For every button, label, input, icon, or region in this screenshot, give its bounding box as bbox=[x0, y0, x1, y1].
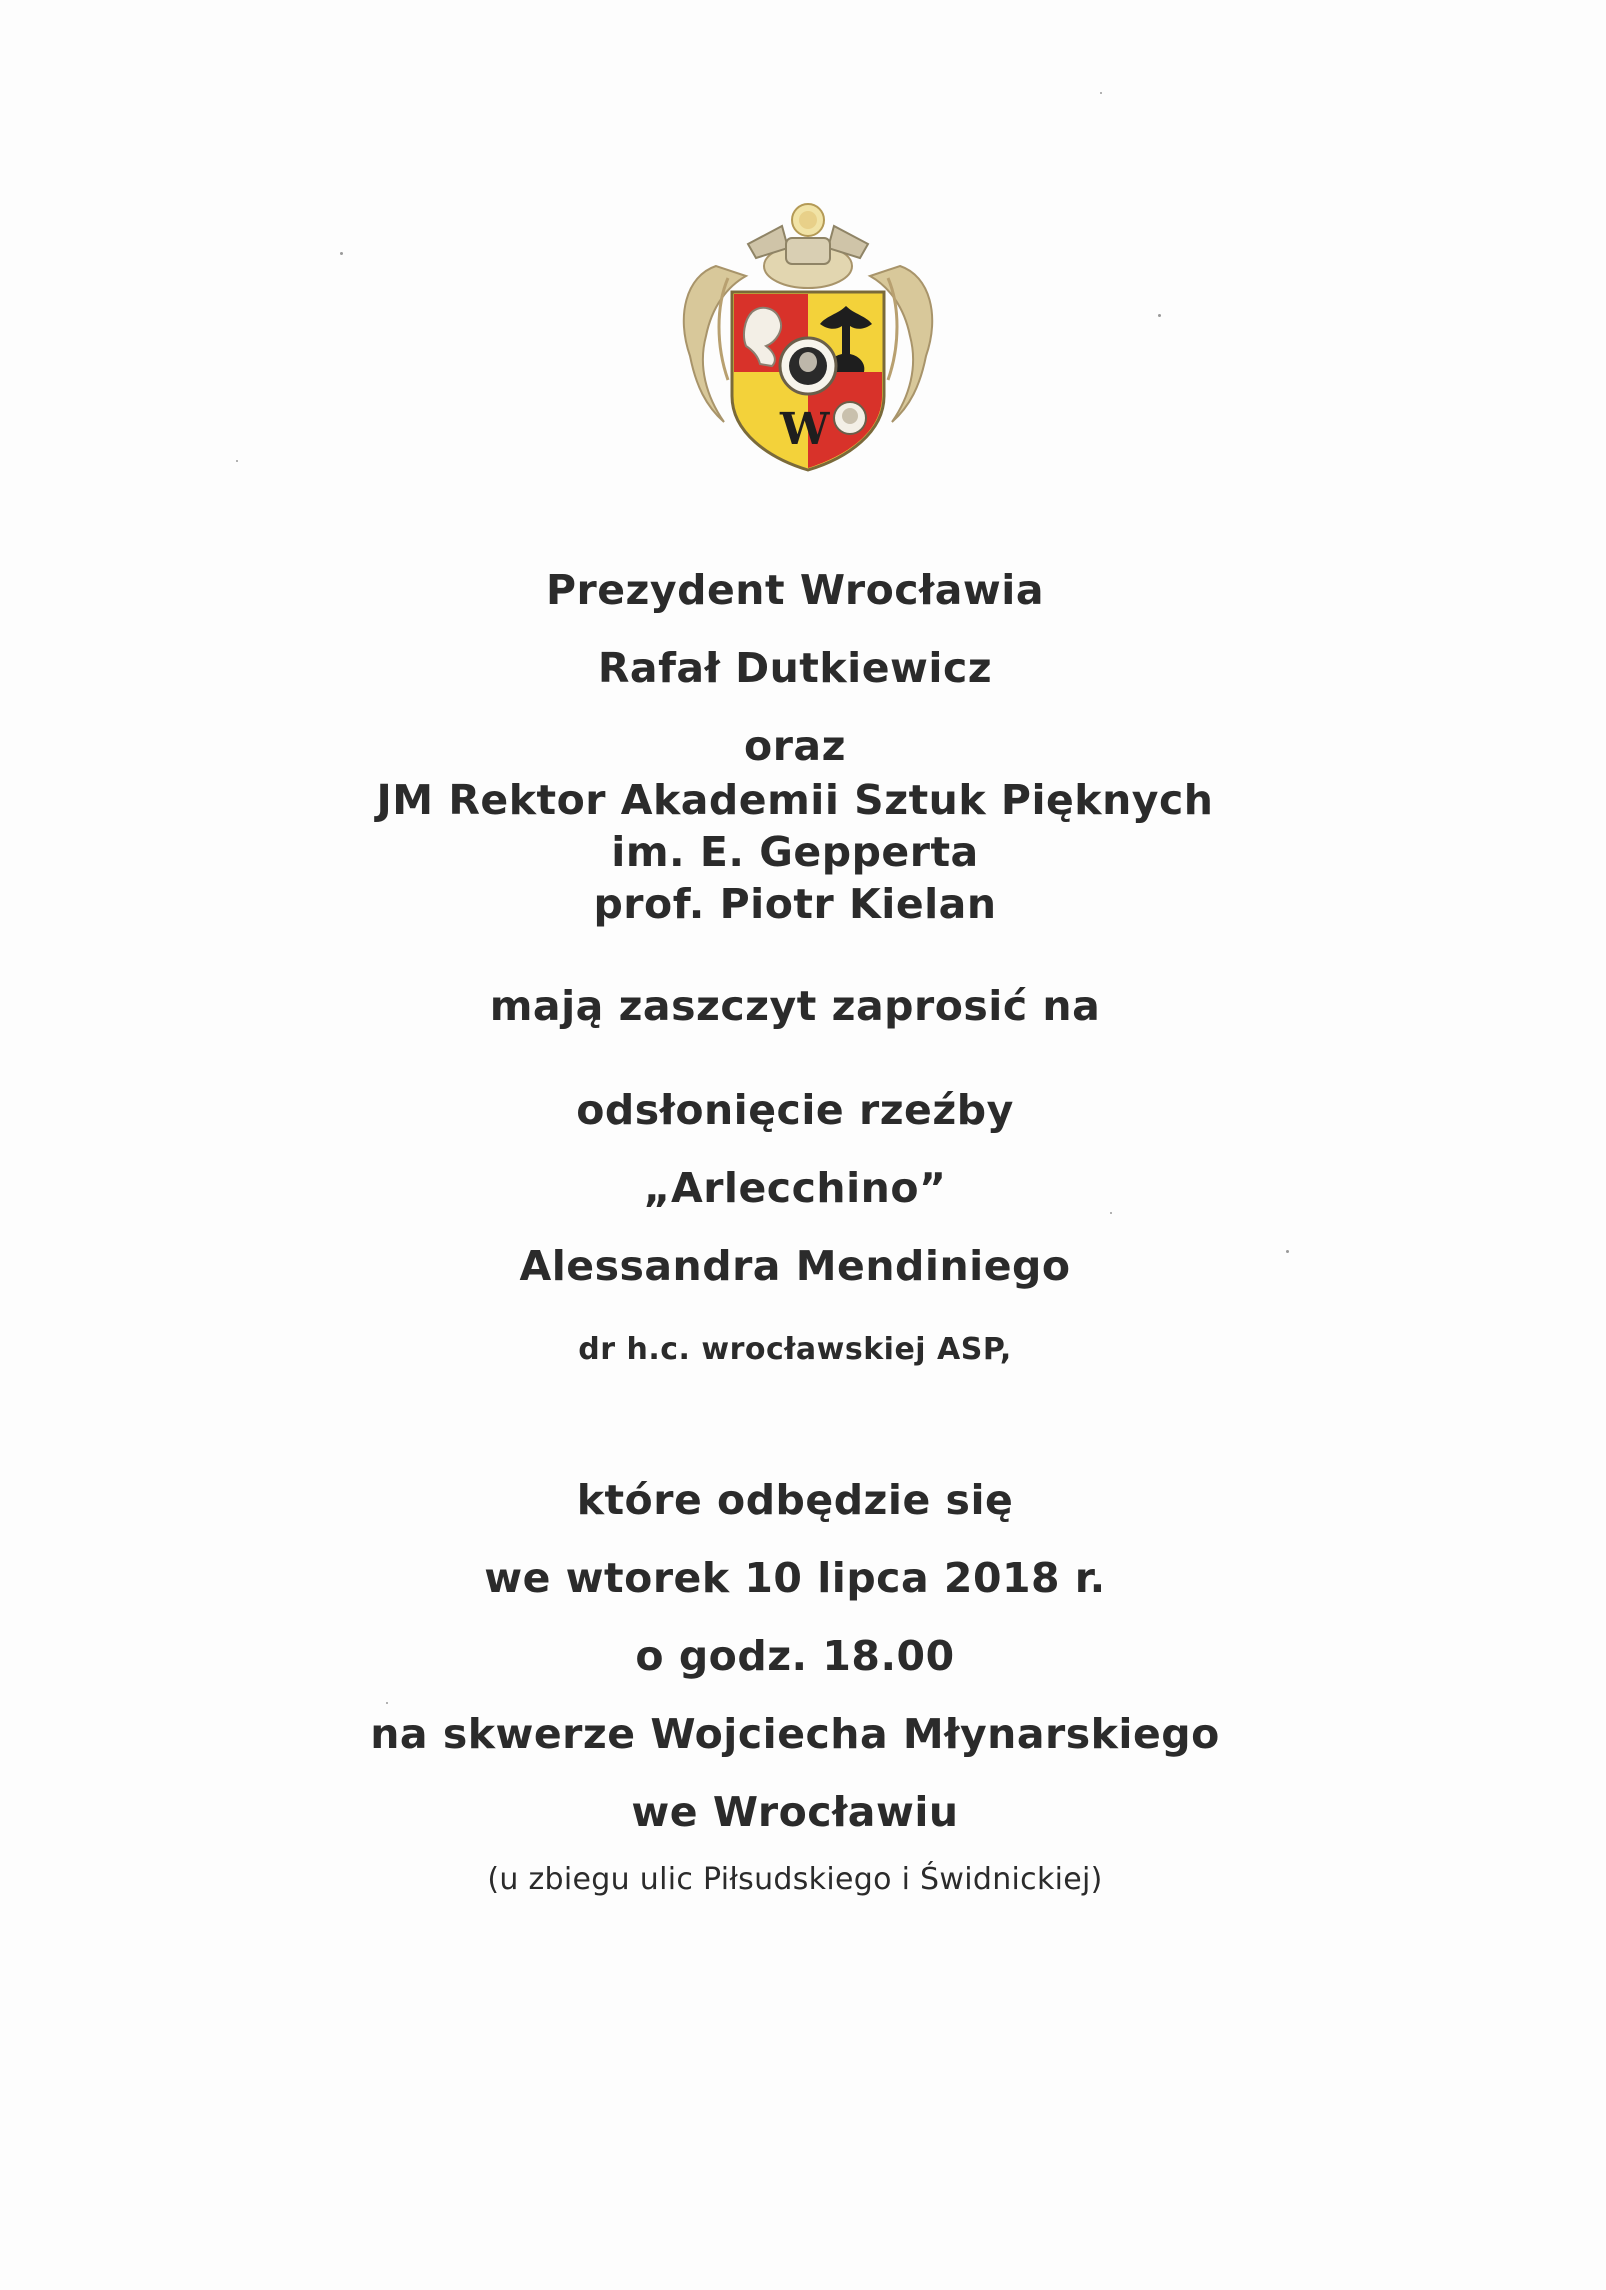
venue-note: (u zbiegu ulic Piłsudskiego i Świdnickiej) bbox=[487, 1862, 1103, 1897]
event-time: o godz. 18.00 bbox=[635, 1632, 955, 1680]
artist-name: Alessandra Mendiniego bbox=[519, 1242, 1071, 1290]
host-name: Rafał Dutkiewicz bbox=[597, 644, 993, 692]
scan-speck bbox=[1110, 1212, 1112, 1214]
scan-speck bbox=[386, 1702, 388, 1704]
cohost-academy: im. E. Gepperta bbox=[611, 828, 979, 876]
scan-speck bbox=[1100, 92, 1102, 94]
invitation-text: mają zaszczyt zaprosić na bbox=[489, 982, 1101, 1030]
conjunction: oraz bbox=[744, 722, 846, 770]
svg-text:W: W bbox=[780, 404, 830, 455]
scan-speck bbox=[1158, 314, 1161, 317]
event-title: odsłonięcie rzeźby bbox=[576, 1086, 1014, 1134]
host-title: Prezydent Wrocławia bbox=[545, 566, 1045, 614]
event-venue: na skwerze Wojciecha Młynarskiego bbox=[370, 1710, 1220, 1758]
scan-speck bbox=[236, 460, 238, 462]
cohost-name: prof. Piotr Kielan bbox=[593, 880, 997, 928]
sculpture-name: „Arlecchino” bbox=[643, 1164, 947, 1212]
scan-speck bbox=[340, 252, 343, 255]
artist-honor: dr h.c. wrocławskiej ASP, bbox=[578, 1332, 1012, 1367]
scan-speck bbox=[1286, 1250, 1289, 1253]
cohost-title: JM Rektor Akademii Sztuk Pięknych bbox=[376, 776, 1214, 824]
event-intro: które odbędzie się bbox=[576, 1476, 1014, 1524]
event-city: we Wrocławiu bbox=[631, 1788, 959, 1836]
wroclaw-coat-of-arms-icon bbox=[676, 196, 940, 472]
event-date: we wtorek 10 lipca 2018 r. bbox=[484, 1554, 1106, 1602]
